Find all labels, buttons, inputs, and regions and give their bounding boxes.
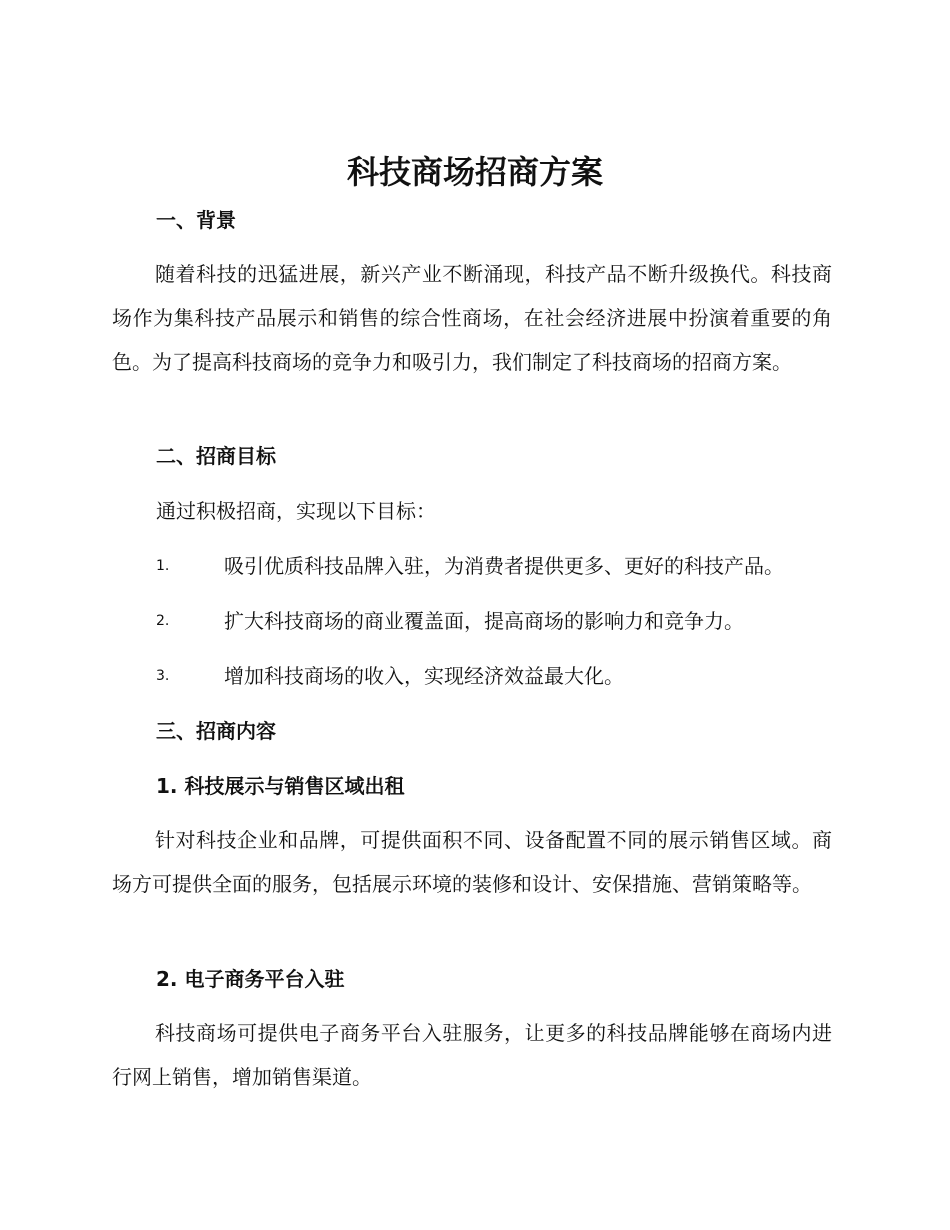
subsection-heading-showroom: 1. 科技展示与销售区域出租 bbox=[156, 774, 405, 798]
section-heading-content: 三、招商内容 bbox=[156, 719, 276, 743]
document-title: 科技商场招商方案 bbox=[346, 153, 603, 191]
subsection-heading-ecommerce: 2. 电子商务平台入驻 bbox=[156, 967, 345, 991]
list-item-number: 3. bbox=[156, 668, 170, 684]
list-item-number: 1. bbox=[156, 558, 170, 574]
list-item-text: 扩大科技商场的商业覆盖面，提高商场的影响力和竞争力。 bbox=[224, 609, 744, 633]
section-heading-goals: 二、招商目标 bbox=[156, 444, 276, 468]
list-item-number: 2. bbox=[156, 613, 170, 629]
section-heading-background: 一、背景 bbox=[156, 208, 236, 232]
ecommerce-paragraph: 科技商场可提供电子商务平台入驻服务，让更多的科技品牌能够在商场内进行网上销售，增加销售渠道。 bbox=[112, 1021, 832, 1089]
goals-intro: 通过积极招商，实现以下目标： bbox=[156, 499, 436, 523]
list-item-text: 吸引优质科技品牌入驻，为消费者提供更多、更好的科技产品。 bbox=[224, 554, 784, 578]
background-paragraph: 随着科技的迅猛进展，新兴产业不断涌现，科技产品不断升级换代。科技商场作为集科技产品展示和销售的综合性商场，在社会经济进展中扮演着重要的角色。为了提高科技商场的竞争力和吸引力，我们制定了科技商场的招商方案。 bbox=[112, 262, 832, 374]
list-item-text: 增加科技商场的收入，实现经济效益最大化。 bbox=[224, 664, 624, 688]
showroom-paragraph: 针对科技企业和品牌，可提供面积不同、设备配置不同的展示销售区域。商场方可提供全面的服务，包括展示环境的装修和设计、安保措施、营销策略等。 bbox=[112, 828, 832, 896]
